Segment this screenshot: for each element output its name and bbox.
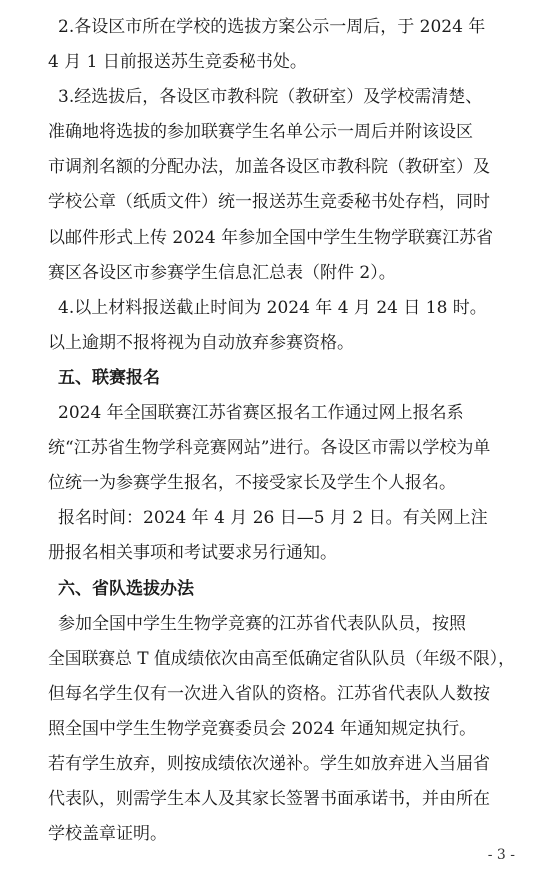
text-line-content: 4.以上材料报送截止时间为 2024 年 4 月 24 日 18 时。 [58, 297, 487, 318]
text-line [0, 501, 549, 536]
text-line [0, 291, 549, 326]
text-line [0, 642, 549, 677]
text-line-content: 以上逾期不报将视为自动放弃参赛资格。 [48, 332, 354, 353]
text-line-content: 但每名学生仅有一次进入省队的资格。江苏省代表队人数按 [48, 683, 490, 704]
text-line [0, 747, 549, 782]
text-line [0, 712, 549, 747]
text-line [0, 115, 549, 150]
document-body [0, 10, 549, 852]
text-line-content: 六、省队选拔办法 [58, 578, 194, 599]
text-line-content: 位统一为参赛学生报名，不接受家长及学生个人报名。 [48, 473, 456, 494]
text-line-content: 照全国中学生生物学竞赛委员会 2024 年通知规定执行。 [48, 718, 477, 739]
text-line [0, 396, 549, 431]
text-line-content: 册报名相关事项和考试要求另行通知。 [48, 543, 337, 564]
text-line [0, 817, 549, 852]
text-line-content: 2024 年全国联赛江苏省赛区报名工作通过网上报名系 [58, 403, 464, 424]
text-line-content: 准确地将选拔的参加联赛学生名单公示一周后并附该设区 [48, 122, 473, 143]
text-line-content: 统“江苏省生物学科竞赛网站”进行。各设区市需以学校为单 [48, 438, 491, 459]
text-line-content: 3.经选拔后，各设区市教科院（教研室）及学校需清楚、 [58, 87, 483, 108]
text-line [0, 326, 549, 361]
text-line-content: 若有学生放弃，则按成绩依次递补。学生如放弃进入当届省 [48, 753, 490, 774]
text-line [0, 221, 549, 256]
text-line [0, 150, 549, 185]
text-line-content: 全国联赛总 T 值成绩依次由高至低确定省队队员（年级不限）， [48, 648, 515, 669]
text-line [0, 607, 549, 642]
text-line [0, 536, 549, 571]
text-line-content: 参加全国中学生生物学竞赛的江苏省代表队队员，按照 [58, 613, 466, 634]
text-line-content: 报名时间：2024 年 4 月 26 日—5 月 2 日。有关网上注 [58, 508, 488, 529]
text-line [0, 431, 549, 466]
text-line-content: 五、联赛报名 [58, 367, 160, 388]
text-line [0, 256, 549, 291]
text-line [0, 466, 549, 501]
text-line-content: 学校公章（纸质文件）统一报送苏生竞委秘书处存档，同时 [48, 192, 490, 213]
text-line [0, 45, 549, 80]
page-number: - 3 - [487, 847, 515, 863]
text-line [0, 185, 549, 220]
text-line-content: 学校盖章证明。 [48, 824, 167, 845]
text-line-content: 代表队，则需学生本人及其家长签署书面承诺书，并由所在 [48, 789, 490, 810]
text-line [0, 10, 549, 45]
text-line [0, 677, 549, 712]
section-heading [0, 361, 549, 396]
text-line [0, 80, 549, 115]
text-line [0, 782, 549, 817]
text-line-content: 赛区各设区市参赛学生信息汇总表（附件 2）。 [48, 262, 396, 283]
text-line-content: 市调剂名额的分配办法，加盖各设区市教科院（教研室）及 [48, 157, 490, 178]
section-heading [0, 572, 549, 607]
text-line-content: 以邮件形式上传 2024 年参加全国中学生生物学联赛江苏省 [48, 227, 494, 248]
text-line-content: 4 月 1 日前报送苏生竞委秘书处。 [48, 52, 307, 73]
text-line-content: 2.各设区市所在学校的选拔方案公示一周后，于 2024 年 [58, 17, 486, 37]
